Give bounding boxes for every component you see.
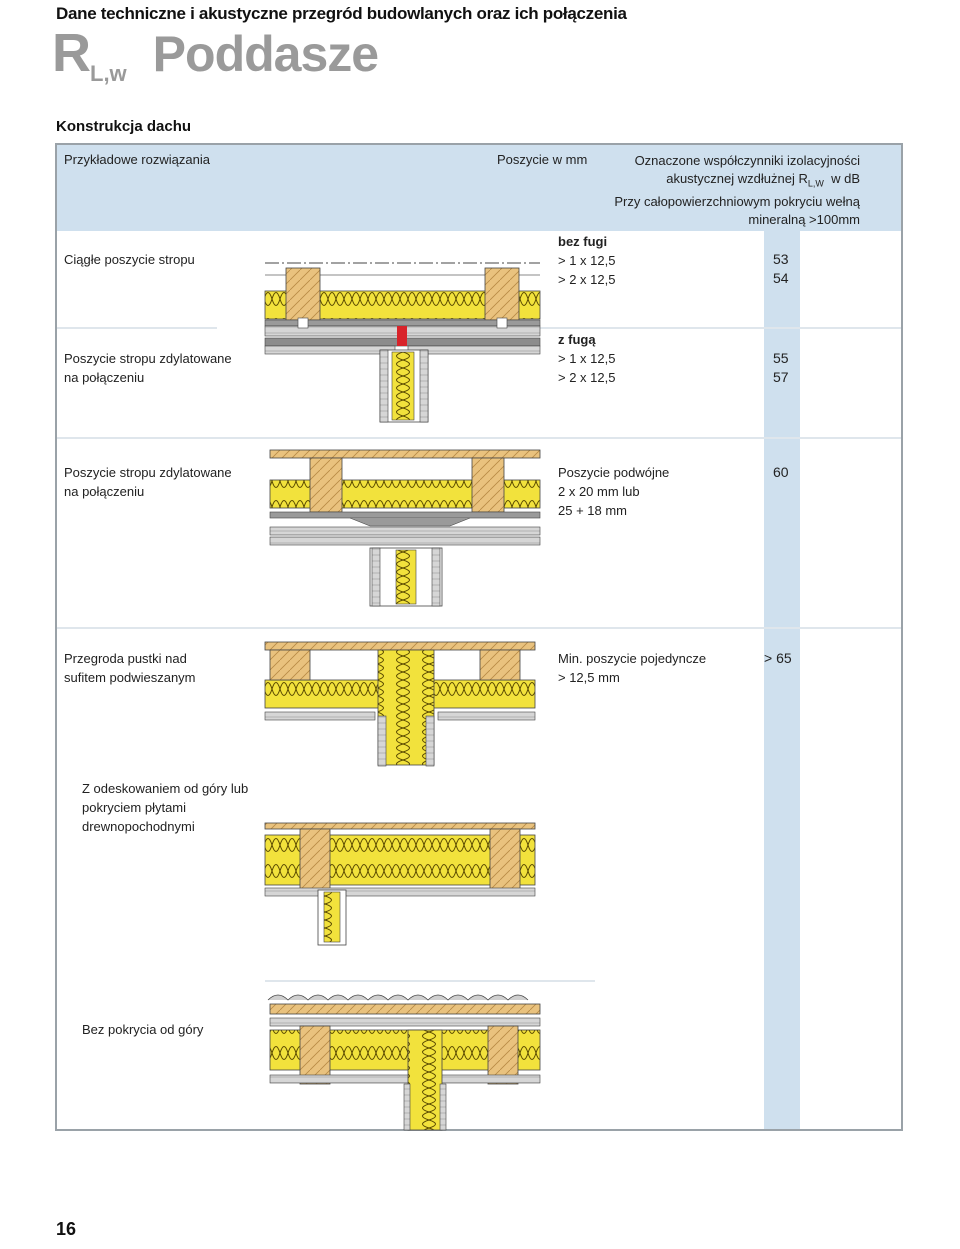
drawing-continuous-ceiling <box>265 263 540 336</box>
rafter <box>480 650 520 680</box>
header-coefficients-line3: Przy całopowierzchniowym pokryciu wełną <box>614 193 860 209</box>
roof-tiles <box>268 995 528 1000</box>
drawing-no-covering <box>268 995 540 1130</box>
drawing-suspended-ceiling <box>265 642 535 766</box>
row3-label: Poszycie stropu zdylatowane na połączeniu <box>64 465 232 499</box>
header-coefficients-line4: mineralną >100mm <box>748 211 860 227</box>
section-title: Konstrukcja dachu <box>56 118 192 135</box>
row4-label: Przegroda pustki nad sufitem podwieszanym <box>64 651 196 685</box>
page-number: 16 <box>56 1219 77 1239</box>
rafter <box>286 268 320 320</box>
document-title: Dane techniczne i akustyczne przegród budowlanych oraz ich połączenia <box>56 4 627 23</box>
variant-a-label: Z odeskowaniem od góry lub pokryciem płytami drewnopochodnymi <box>82 781 249 834</box>
drawing-separated-ceiling <box>265 326 540 422</box>
row2-label: Poszycie stropu zdylatowane na połączeniu <box>64 351 232 385</box>
rafter <box>270 650 310 680</box>
row3-spec: Poszycie podwójne 2 x 20 mm lub 25 + 18 mm <box>558 465 670 518</box>
rafter <box>300 829 330 889</box>
drawing-double-sheathing <box>270 450 540 606</box>
row4-values: > 65 <box>764 650 792 666</box>
drawing-boarded-top <box>265 823 535 945</box>
rafter <box>472 458 504 512</box>
row2-spec: z fugą > 1 x 12,5 > 2 x 12,5 <box>558 332 616 385</box>
row1-values: 53 54 <box>773 251 789 286</box>
variant-b-label: Bez pokrycia od góry <box>82 1022 204 1037</box>
joint-seal <box>397 326 407 346</box>
header-sheathing: Poszycie w mm <box>497 152 588 167</box>
heading-symbol: R <box>52 23 90 83</box>
row4-spec: Min. poszycie pojedyncze > 12,5 mm <box>558 651 707 685</box>
heading-word: Poddasze <box>152 26 379 82</box>
row2-values: 55 57 <box>773 350 789 385</box>
header-coefficients-line1: Oznaczone współczynniki izolacyjności <box>634 153 860 168</box>
header-coefficients-line2: akustycznej wzdłużnej $R_{L,W}$ w dB <box>666 171 860 189</box>
heading-subscript: L,w <box>90 61 127 86</box>
row1-label: Ciągłe poszycie stropu <box>64 252 195 267</box>
row1-spec: bez fugi > 1 x 12,5 > 2 x 12,5 <box>558 234 616 287</box>
rafter <box>490 829 520 889</box>
rafter <box>485 268 519 320</box>
row3-values: 60 <box>773 464 789 480</box>
rafter <box>310 458 342 512</box>
header-solutions: Przykładowe rozwiązania <box>64 152 210 167</box>
